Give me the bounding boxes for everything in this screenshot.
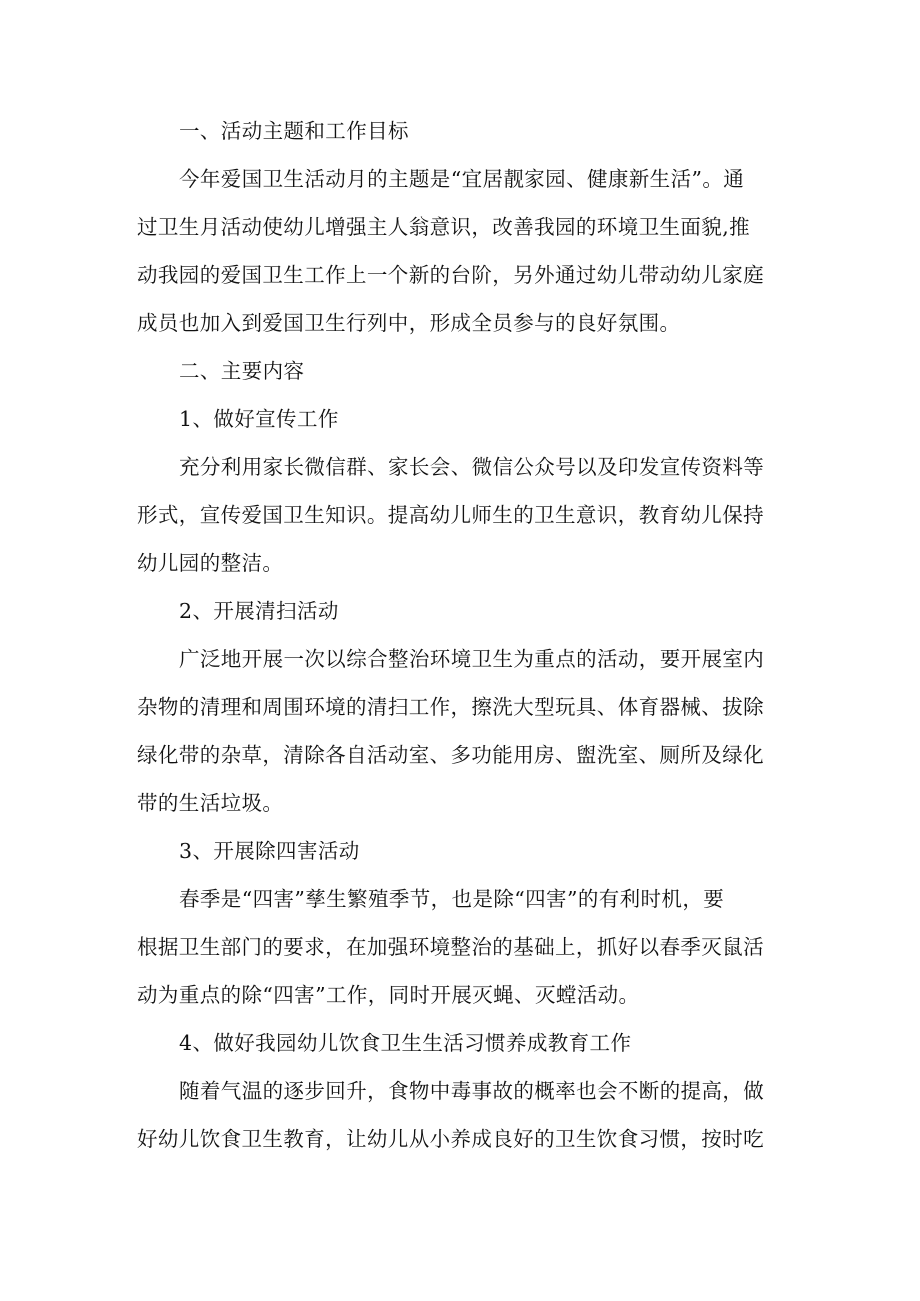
paragraph-line: 好幼儿饮食卫生教育，让幼儿从小养成良好的卫生饮食习惯，按时吃 bbox=[137, 1127, 764, 1151]
paragraph-line: 形式，宣传爱国卫生知识。提高幼儿师生的卫生意识，教育幼儿保持 bbox=[137, 503, 764, 527]
paragraph-line: 动我园的爱国卫生工作上一个新的台阶，另外通过幼儿带动幼儿家庭 bbox=[137, 263, 764, 287]
paragraph-line: 杂物的清理和周围环境的清扫工作，擦洗大型玩具、体育器械、拔除 bbox=[137, 695, 764, 719]
paragraph-line: 成员也加入到爱国卫生行列中，形成全员参与的良好氛围。 bbox=[137, 311, 681, 335]
document-body bbox=[137, 110, 793, 1160]
paragraph-line: 充分利用家长微信群、家长会、微信公众号以及印发宣传资料等 bbox=[179, 455, 765, 479]
subsection-heading-2: 2、开展清扫活动 bbox=[179, 599, 339, 623]
paragraph-line: 根据卫生部门的要求，在加强环境整治的基础上，抓好以春季灭鼠活 bbox=[137, 935, 764, 959]
paragraph-line: 春季是“四害”孳生繁殖季节，也是除“四害”的有利时机，要 bbox=[179, 887, 725, 911]
paragraph-line: 过卫生月活动使幼儿增强主人翁意识，改善我园的环境卫生面貌,推 bbox=[137, 215, 751, 239]
paragraph-line: 广泛地开展一次以综合整治环境卫生为重点的活动，要开展室内 bbox=[179, 647, 765, 671]
paragraph-line: 今年爱国卫生活动月的主题是“宜居靓家园、健康新生活”。通 bbox=[179, 167, 745, 191]
paragraph-line: 动为重点的除“四害”工作，同时开展灭蝇、灭螳活动。 bbox=[137, 983, 640, 1007]
paragraph-line: 带的生活垃圾。 bbox=[137, 791, 284, 815]
subsection-heading-4: 4、做好我园幼儿饮食卫生生活习惯养成教育工作 bbox=[179, 1031, 632, 1055]
paragraph-line: 随着气温的逐步回升，食物中毒事故的概率也会不断的提高，做 bbox=[179, 1079, 765, 1103]
section-heading-1: 一、活动主题和工作目标 bbox=[179, 119, 409, 143]
section-heading-2: 二、主要内容 bbox=[179, 359, 305, 383]
subsection-heading-3: 3、开展除四害活动 bbox=[179, 839, 360, 863]
paragraph-line: 绿化带的杂草，清除各自活动室、多功能用房、盥洗室、厕所及绿化 bbox=[137, 743, 764, 767]
subsection-heading-1: 1、做好宣传工作 bbox=[179, 407, 339, 431]
paragraph-line: 幼儿园的整洁。 bbox=[137, 551, 284, 575]
